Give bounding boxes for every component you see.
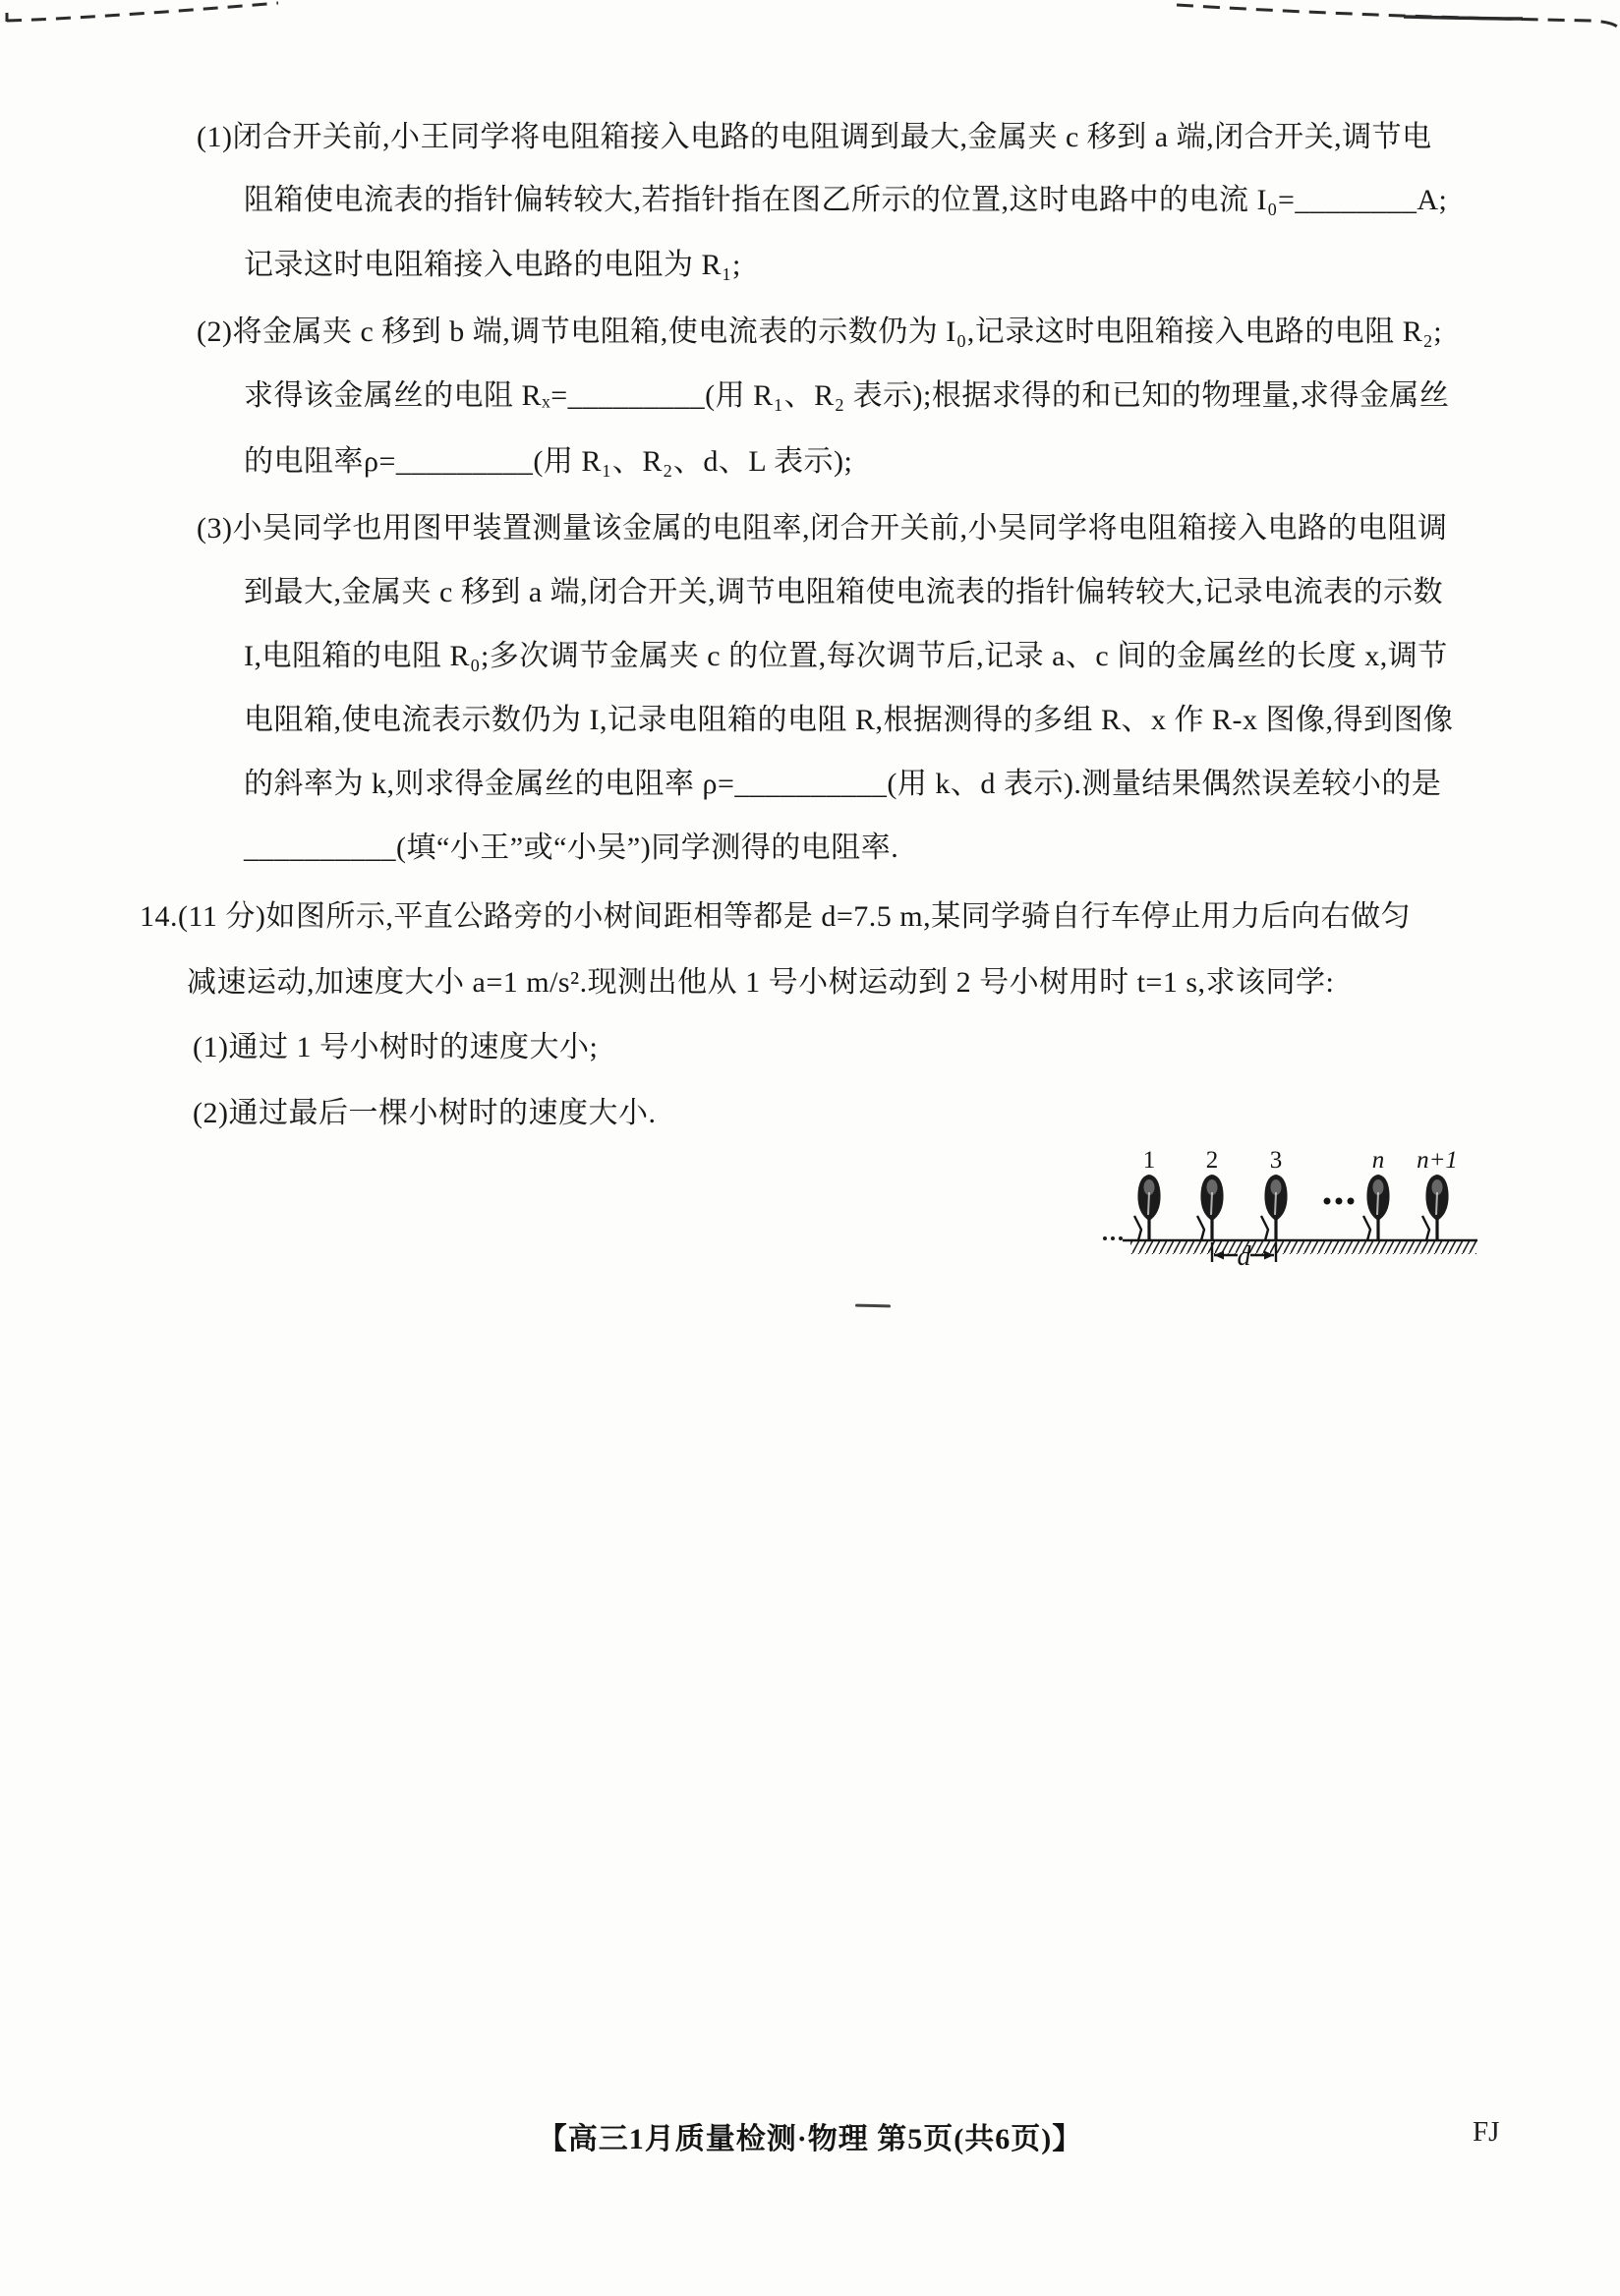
- text-line: 减速运动,加速度大小 a=1 m/s².现测出他从 1 号小树运动到 2 号小树用时 t=1 s,求该同学:: [187, 966, 1335, 999]
- text-line: 阻箱使电流表的指针偏转较大,若指针指在图乙所示的位置,这时电路中的电流 I₀=________A;: [244, 184, 1448, 216]
- tree-icon: [1197, 1175, 1224, 1240]
- footer-title: 【高三1月质量检测·物理 第5页(共6页)】: [537, 2123, 1083, 2155]
- text-line: I,电阻箱的电阻 R₀;多次调节金属夹 c 的位置,每次调节后,记录 a、c 间的金属丝的长度 x,调节: [244, 640, 1448, 672]
- text-line: 电阻箱,使电流表示数仍为 I,记录电阻箱的电阻 R,根据测得的多组 R、x 作 R-x 图像,得到图像: [244, 704, 1454, 736]
- tree-icon: [1261, 1175, 1288, 1240]
- text-line: 记录这时电阻箱接入电路的电阻为 R₁;: [244, 249, 741, 281]
- text-line: (2)通过最后一棵小树时的速度大小.: [193, 1097, 657, 1129]
- text-line: 求得该金属丝的电阻 Rₓ=_________(用 R₁、R₂ 表示);根据求得的和已知的物理量,求得金属丝: [244, 379, 1450, 412]
- tree-label: 1: [1142, 1147, 1156, 1174]
- tree-diagram: [1091, 1138, 1484, 1295]
- tree-label: n: [1371, 1147, 1385, 1174]
- ellipsis-dots: [1324, 1198, 1355, 1205]
- text-line: (1)闭合开关前,小王同学将电阻箱接入电路的电阻调到最大,金属夹 c 移到 a 端,闭合开关,调节电: [197, 121, 1432, 153]
- tree-label: n+1: [1417, 1147, 1458, 1174]
- tree-label: 2: [1205, 1147, 1219, 1174]
- text-line: (1)通过 1 号小树时的速度大小;: [193, 1031, 599, 1063]
- text-line: 到最大,金属夹 c 移到 a 端,闭合开关,调节电阻箱使电流表的指针偏转较大,记录电流表的示数: [244, 576, 1444, 608]
- page-footer: [0, 2114, 1620, 2157]
- dimension-label: d: [1237, 1241, 1251, 1272]
- tree-icon: [1363, 1175, 1390, 1240]
- text-line: 14.(11 分)如图所示,平直公路旁的小树间距相等都是 d=7.5 m,某同学骑自行车停止用力后向右做匀: [140, 900, 1412, 933]
- text-line: (3)小吴同学也用图甲装置测量该金属的电阻率,闭合开关前,小吴同学将电阻箱接入电路的电阻调: [197, 512, 1448, 545]
- footer-code: FJ: [1473, 2116, 1500, 2148]
- tree-icon: [1422, 1175, 1449, 1240]
- ground-line: [1123, 1240, 1477, 1254]
- tree-labels: [1143, 1147, 1458, 1174]
- trees-group: [1134, 1175, 1449, 1240]
- text-line: 的电阻率ρ=_________(用 R₁、R₂、d、L 表示);: [244, 445, 853, 478]
- ground-left-dots: [1103, 1236, 1123, 1240]
- text-line: __________(填“小王”或“小吴”)同学测得的电阻率.: [244, 832, 899, 864]
- text-line: 的斜率为 k,则求得金属丝的电阻率 ρ=__________(用 k、d 表示).测量结果偶然误差较小的是: [244, 768, 1442, 800]
- text-line: (2)将金属夹 c 移到 b 端,调节电阻箱,使电流表的示数仍为 I₀,记录这时电阻箱接入电路的电阻 R₂;: [197, 316, 1443, 348]
- tree-label: 3: [1269, 1147, 1283, 1174]
- tree-icon: [1134, 1175, 1161, 1240]
